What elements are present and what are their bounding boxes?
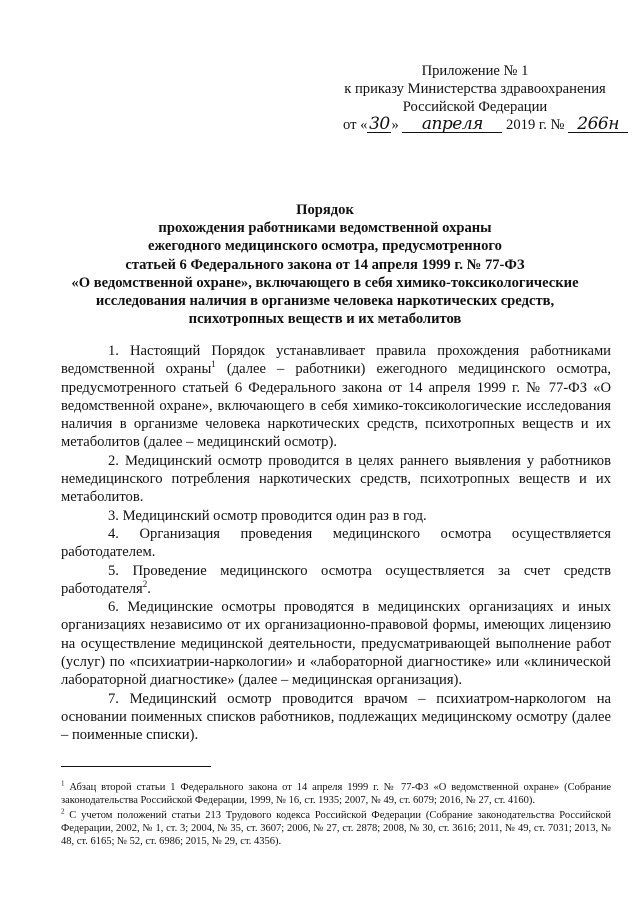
paragraph-2: 2. Медицинский осмотр проводится в целях раннего выявления у работников немедицинского потребления наркотических средств, психотропных веществ и их метаболитов. (61, 452, 611, 506)
document-body (61, 342, 611, 745)
paragraph-4: 4. Организация проведения медицинского осмотра осуществляется работодателем. (61, 525, 611, 561)
paragraph-1 (61, 342, 611, 452)
paragraph-1-text-b: (далее – работники) ежегодного медицинского осмотра, предусмотренного статьей 6 Федерального закона от 14 апреля 1999 г. № 77-ФЗ «О ведомственной охране», включающего в себя химико-токсикологические исследования наличия в организме человека наркотических средств, психотропных веществ и их метаболитов (далее – медицинский осмотр). (61, 361, 611, 451)
footnote-2 (61, 809, 611, 849)
footnote-1-mark: 1 (61, 779, 65, 788)
footnote-2-text: С учетом положений статьи 213 Трудового кодекса Российской Федерации (Собрание законодательства Российской Федерации, 2002, № 1, ст. 3; 2004, № 35, ст. 3607; 2006, № 27, ст. 2878; 2008, № 30, ст. 3616; 2011, № 49, ст. 7031; 2013, № 48, ст. 6165; № 52, ст. 6986; 2015, № 29, ст. 4356). (61, 809, 611, 848)
paragraph-6: 6. Медицинские осмотры проводятся в медицинских организациях и иных организациях независимо от их организационно-правовой формы, имеющих лицензию на осуществление медицинской деятельности, предусматривающей выполнение работ (услуг) по «психиатрии-наркологии» и «лабораторной диагностике» или «клинической лабораторной диагностике» (далее – медицинская организация). (61, 599, 611, 689)
handwritten-day: 30 (369, 114, 390, 134)
paragraph-5 (61, 562, 611, 599)
title-line-2: прохождения работниками ведомственной охраны (158, 220, 492, 237)
paragraph-3: 3. Медицинский осмотр проводится один раз в год. (108, 507, 427, 524)
footnote-1-text: Абзац второй статьи 1 Федерального закона от 14 апреля 1999 г. № 77-ФЗ «О ведомственной охране» (Собрание законодательства Российской Федерации, 1999, № 16, ст. 1935; 2007, № 49, ст. 6079; 2016, № 27, ст. 4160). (61, 782, 611, 807)
title-line-7: психотропных веществ и их метаболитов (188, 311, 462, 328)
order-date-line (343, 116, 633, 134)
date-quote-close: » (391, 117, 399, 133)
paragraph-1-text-a: 1. Настоящий Порядок устанавливает правила прохождения работниками ведомственной охраны (61, 343, 611, 378)
footnotes (61, 781, 611, 849)
title-line-6: исследования наличия в организме человека наркотических средств, (95, 293, 555, 310)
paragraph-5-text-b: . (147, 580, 151, 597)
footnote-2-mark: 2 (61, 807, 65, 816)
footnote-ref-2: 2 (142, 579, 148, 589)
title-line-1: Порядок (296, 202, 354, 218)
handwritten-order-number: 266н (568, 116, 628, 133)
federation-name: Российской Федерации (402, 99, 548, 115)
paragraph-5-text-a: 5. Проведение медицинского осмотра осуществляется за счет средств работодателя (61, 562, 611, 597)
paragraph-7: 7. Медицинский осмотр проводится врачом – психиатром-наркологом на основании поименных списков работников, подлежащих медицинскому осмотру (далее – поименные списки). (61, 690, 611, 744)
footnote-divider (61, 766, 211, 767)
appendix-label: Приложение № 1 (421, 63, 529, 79)
appendix-block (330, 62, 620, 116)
year-label: 2019 г. № (506, 117, 565, 133)
document-title (60, 201, 590, 328)
title-line-3: ежегодного медицинского осмотра, предусмотренного (148, 238, 502, 255)
title-line-5: «О ведомственной охране», включающего в себя химико-токсикологические (71, 274, 579, 291)
handwritten-month: апреля (402, 116, 502, 133)
footnote-1 (61, 781, 611, 808)
date-prefix: от « (343, 117, 368, 133)
title-line-4: статьей 6 Федерального закона от 14 апреля 1999 г. № 77-ФЗ (125, 256, 525, 273)
order-reference: к приказу Министерства здравоохранения (344, 81, 606, 97)
footnote-ref-1: 1 (211, 359, 216, 370)
